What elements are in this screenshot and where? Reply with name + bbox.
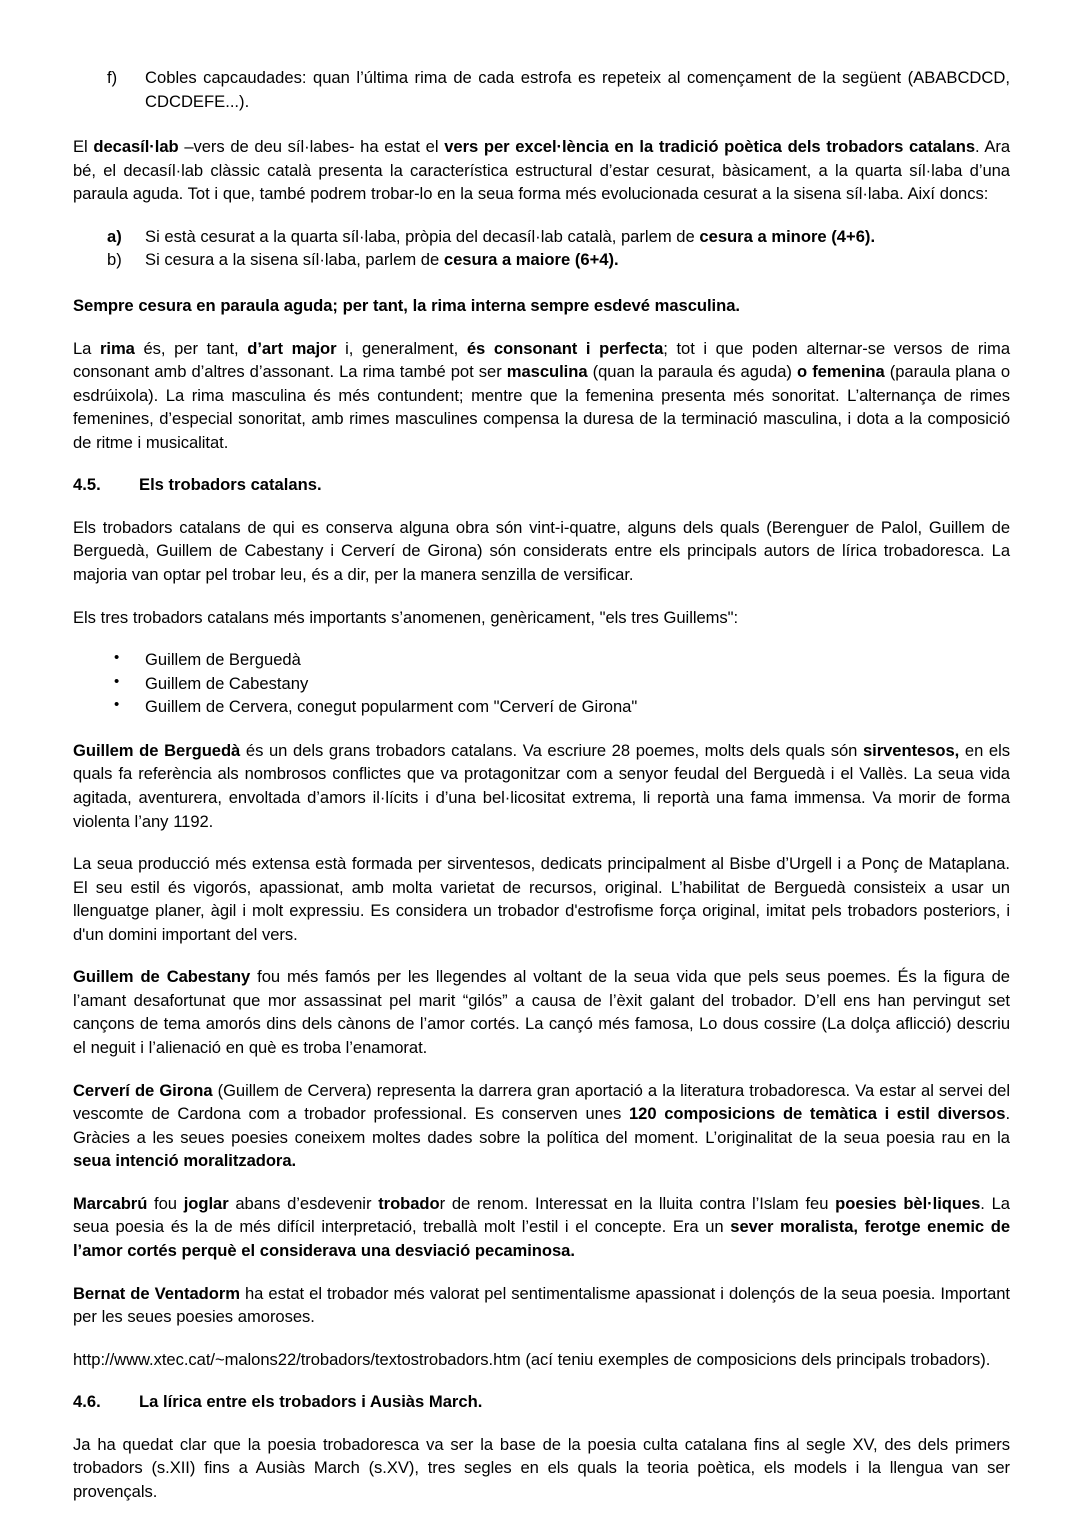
- text-run: ha estat el trobador més valorat pel sentimentalisme apassionat i dolençós de la seua poesia. Important per les seues poesies amoroses.: [73, 1283, 1010, 1327]
- bold-run: poesies bèl·liques: [835, 1193, 981, 1213]
- bullet-icon: •: [114, 649, 120, 667]
- text-run: (Guillem de Cervera) representa la darrera gran aportació a la literatura trobadoresca. Va estar al servei del vescomte de Cardona com a trobador professional. Es conserven unes: [73, 1080, 1010, 1124]
- list-item: [73, 695, 1010, 719]
- bold-run: és consonant i perfecta: [466, 338, 664, 358]
- bold-run: o femenina: [797, 362, 885, 382]
- bold-run: joglar: [183, 1193, 229, 1213]
- bold-run: decasíl·lab: [93, 137, 179, 157]
- list-item: [73, 648, 1010, 672]
- bold-run: Marcabrú: [73, 1193, 148, 1213]
- bold-run: Bernat de Ventadorm: [73, 1283, 240, 1303]
- section-heading-4-6: [73, 1390, 1010, 1414]
- text-run: r de renom. Interessat en la lluita contra l’Islam feu: [439, 1193, 836, 1213]
- paragraph-ventadorm: [73, 1282, 1010, 1329]
- document-body: [73, 66, 1010, 1503]
- list-item-text: Guillem de Cabestany: [145, 673, 309, 693]
- bullet-list-guillems: [73, 648, 1010, 719]
- text-run: La: [73, 338, 100, 358]
- text-run: abans d’esdevenir: [228, 1193, 379, 1213]
- section-title: La lírica entre els trobadors i Ausiàs March.: [139, 1392, 483, 1412]
- text-run: és un dels grans trobadors catalans. Va escriure 28 poemes, molts dels quals són: [240, 740, 863, 760]
- external-link[interactable]: http://www.xtec.cat/~malons22/trobadors/textostrobadors.htm: [73, 1349, 521, 1369]
- text-run: Els trobadors catalans de qui es conserva alguna obra són vint-i-quatre, alguns dels quals (Berenguer de Palol, Guillem de Berguedà, Guillem de Cabestany i Cerverí de Girona) són considerats entre els principals autors de lírica trobadoresca. La majoria van optar pel trobar leu, és a dir, per la manera senzilla de versificar.: [73, 517, 1010, 584]
- bold-run: seua intenció moralitzadora.: [73, 1151, 297, 1171]
- paragraph-final: [73, 1433, 1010, 1504]
- text-run: (quan la paraula és aguda): [587, 362, 797, 382]
- text-run: –vers de deu síl·labes- ha estat el: [178, 137, 445, 157]
- text-run: (paraula plana o esdrúixola). La rima masculina és més contundent; mentre que la femenina presenta més sonoritat. L’alternança de rimes femenines, d’especial sonoritat, amb rimes masculines compensa la duresa de la terminació masculina, i dota a la composició de ritme i musicalitat.: [73, 362, 1011, 452]
- bold-run: Sempre cesura en paraula aguda; per tant, la rima interna sempre esdevé masculina.: [73, 295, 740, 315]
- bold-run: cesura a maiore (6+4).: [443, 250, 619, 270]
- paragraph-bergueda-2: [73, 852, 1010, 946]
- bold-run: trobado: [378, 1193, 440, 1213]
- list-item: [73, 66, 1010, 113]
- text-run: El: [73, 137, 94, 157]
- text-run: Els tres trobadors catalans més importants s’anomenen, genèricament, "els tres Guillems":: [73, 607, 739, 627]
- section-number: 4.6.: [73, 1392, 101, 1412]
- paragraph-bergueda-1: [73, 739, 1010, 833]
- list-item-text: Cobles capcaudades: quan l’última rima de cada estrofa es repeteix al començament de la següent (ABABCDCD, CDCDEFE...).: [145, 68, 1010, 111]
- text-run: Ja ha quedat clar que la poesia trobadoresca va ser la base de la poesia culta catalana fins al segle XV, des dels primers trobadors (s.XII) fins a Ausiàs March (s.XV), tres segles en els quals la teoria poètica, els models i la llengua van ser provençals.: [73, 1434, 1010, 1501]
- paragraph-cabestany: [73, 965, 1010, 1059]
- bullet-icon: •: [114, 672, 120, 690]
- bold-run: 120 composicions de temàtica i estil diversos: [628, 1104, 1006, 1124]
- bold-run: cesura a minore (4+6).: [699, 226, 876, 246]
- bold-run: sever moralista, ferotge enemic de l’amor cortés perquè el considerava una desviació pecaminosa.: [73, 1217, 1010, 1260]
- paragraph-sempre-cesura: [73, 294, 1010, 318]
- list-item: [73, 248, 1010, 272]
- list-item-text: Si cesura a la sisena síl·laba, parlem de: [145, 250, 444, 270]
- paragraph-decasillab: [73, 135, 1010, 206]
- list-marker: f): [107, 68, 118, 87]
- text-run: . La seua poesia és la de més difícil interpretació, treballà molt l’estil i el concepte. Era un: [73, 1193, 1010, 1237]
- text-run: i, generalment,: [336, 338, 467, 358]
- section-number: 4.5.: [73, 475, 101, 495]
- text-run: . Ara bé, el decasíl·lab clàssic català presenta la característica estructural d’estar cesurat, bàsicament, a la quarta síl·laba d’una paraula aguda. Tot i que, també podrem trobar-lo en la seua forma més evolucionada cesurat a la sisena síl·laba. Així doncs:: [73, 137, 1011, 204]
- bold-run: d’art major: [247, 338, 337, 358]
- paragraph-url: [73, 1348, 1010, 1372]
- bold-run: vers per excel·lència en la tradició poètica dels trobadors catalans: [444, 137, 975, 157]
- paragraph-cerveri: [73, 1079, 1010, 1173]
- bold-run: Cerverí de Girona: [73, 1080, 213, 1100]
- list-item: [73, 225, 1010, 249]
- paragraph-marcabru: [73, 1192, 1010, 1263]
- lettered-list-ab: [73, 225, 1010, 272]
- bold-run: Guillem de Cabestany: [73, 967, 251, 987]
- bold-run: masculina: [506, 362, 588, 382]
- list-marker: a): [107, 226, 122, 246]
- list-item: [73, 672, 1010, 696]
- section-title: Els trobadors catalans.: [139, 475, 322, 495]
- paragraph-tres-guillems-intro: [73, 606, 1010, 630]
- text-run: fou: [147, 1193, 184, 1213]
- text-run: (ací teniu exemples de composicions dels principals trobadors).: [520, 1349, 991, 1369]
- text-run: La seua producció més extensa està formada per sirventesos, dedicats principalment al Bisbe d’Urgell i a Ponç de Mataplana. El seu estil és vigorós, apassionat, amb molta varietat de recursos, original. L’habilitat de Berguedà consisteix a usar un llenguatge planer, àgil i molt expressiu. Es considera un trobador d'estrofisme força original, imitat pels trobadors posteriors, i d'un domini important del vers.: [73, 854, 1010, 944]
- list-item-text: Si està cesurat a la quarta síl·laba, pròpia del decasíl·lab català, parlem de: [145, 226, 700, 246]
- bold-run: rima: [100, 338, 135, 358]
- list-marker: b): [107, 250, 122, 270]
- bold-run: sirventesos,: [862, 740, 960, 760]
- text-run: . Gràcies a les seues poesies coneixem moltes dades sobre la política del moment. L’originalitat de la seua poesia rau en la: [73, 1104, 1010, 1147]
- lettered-list-f: [73, 66, 1010, 113]
- text-run: és, per tant,: [134, 338, 248, 358]
- text-run: en els quals fa referència als nombrosos conflictes que va protagonitzar com a senyor feudal del Berguedà i el Vallès. La seua vida agitada, aventurera, envoltada d’amors il·lícits i d’una bel·licositat extrema, li reportà una fama immensa. Va morir de forma violenta l’any 1192.: [73, 740, 1010, 831]
- section-heading-4-5: [73, 473, 1010, 497]
- text-run: fou més famós per les llegendes al voltant de la seua vida que pels seus poemes. És la figura de l’amant desafortunat que mor assassinat pel marit “gilós” a causa de l’èxit galant del trobador. D’ell ens han pervingut set cançons de tema amorós dins dels cànons de l’amor cortés. La cançó més famosa, Lo dous cossire (La dolça aflicció) descriu el neguit i l’alienació en què es troba l’enamorat.: [73, 967, 1010, 1057]
- bold-run: Guillem de Berguedà: [73, 740, 241, 760]
- paragraph-rima: [73, 337, 1010, 455]
- bullet-icon: •: [114, 696, 120, 714]
- list-item-text: Guillem de Berguedà: [145, 650, 301, 670]
- paragraph-trobadors-catalans: [73, 516, 1010, 587]
- list-item-text: Guillem de Cervera, conegut popularment com "Cerverí de Girona": [145, 697, 638, 717]
- text-run: ; tot i que poden alternar-se versos de rima consonant amb d’altres d’assonant. La rima també pot ser: [73, 338, 1010, 382]
